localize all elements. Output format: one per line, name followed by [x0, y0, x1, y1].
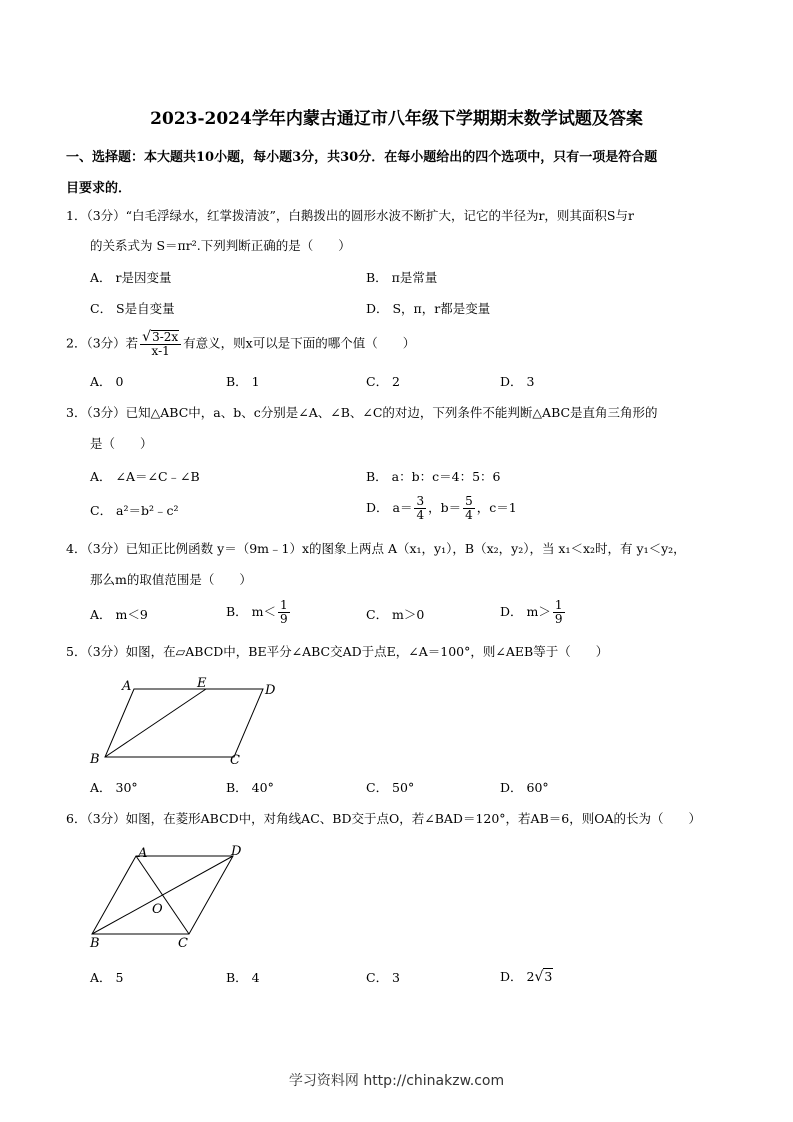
q3-option-d	[366, 495, 517, 522]
q5-parallelogram-abcd	[105, 689, 263, 757]
q4-option-c: C． m＞0	[366, 607, 425, 622]
q2-option-b: B． 1	[226, 374, 260, 389]
q6-label-d: D	[231, 844, 242, 859]
q4-d-fraction	[553, 599, 565, 626]
section-heading-line2: 目要求的．	[66, 181, 132, 196]
page-footer: 学习资料网 http://chinakzw.com	[288, 1073, 505, 1089]
q5-option-c: C． 50°	[366, 780, 415, 795]
q5-label-c: C	[230, 753, 240, 768]
q3-d-suffix: ，c＝1	[476, 500, 517, 515]
q4-d-prefix: D．	[500, 604, 523, 619]
q1-option-a: A． r是因变量	[90, 270, 172, 285]
q3-d-f2-num: 5	[465, 494, 473, 508]
q2-denominator: x-1	[151, 344, 170, 358]
q6-label-c: C	[178, 936, 188, 951]
q4-d-var: m＞	[526, 604, 551, 619]
q6-label-b: B	[90, 936, 100, 951]
q6-option-b: B． 4	[226, 970, 260, 985]
q4-stem-line1: 4．（3分）已知正比例函数 y＝（9m﹣1）x的图象上两点 A（x₁，y₁），B（x₂，y₂），当 x₁＜x₂时，有 y₁＜y₂，	[66, 541, 686, 556]
q3-option-a: A． ∠A＝∠C﹣∠B	[90, 469, 200, 484]
section-heading-line1: 一、选择题：本大题共10小题，每小题3分，共30分．在每小题给出的四个选项中，只有一项是符合题	[66, 150, 658, 165]
q2-stem	[66, 330, 415, 358]
q6-d-coef: 2	[526, 969, 535, 984]
q3-stem-line1: 3．（3分）已知△ABC中，a、b、c分别是∠A、∠B、∠C的对边，下列条件不能判断△ABC是直角三角形的	[66, 405, 658, 420]
q4-b-num: 1	[280, 598, 288, 612]
q3-d-f2-den: 4	[465, 508, 473, 522]
q5-parallelogram-figure	[80, 675, 300, 770]
q4-option-b	[226, 599, 292, 626]
q1-option-b: B． π是常量	[366, 270, 438, 285]
q5-option-b: B． 40°	[226, 780, 274, 795]
q2-stem-suffix: 有意义，则x可以是下面的哪个值（ ）	[183, 335, 416, 351]
q3-d-f1-num: 3	[416, 494, 425, 508]
q4-b-var: m＜	[251, 604, 277, 619]
q3-stem-line2: 是（ ）	[90, 436, 153, 451]
q6-d-radicand: 3	[544, 969, 553, 984]
q3-d-f1-den: 4	[416, 508, 425, 522]
q5-option-a: A． 30°	[90, 780, 138, 795]
q6-label-a: A	[138, 846, 148, 861]
q5-label-a: A	[122, 679, 132, 694]
q2-fraction: $\frac{√3-2x}{x-1}$	[140, 330, 181, 358]
q3-d-fraction-1	[414, 495, 426, 522]
q4-b-den: 9	[280, 612, 288, 626]
q3-d-mid: ，b＝	[428, 500, 462, 515]
q6-option-c: C． 3	[366, 970, 400, 985]
q6-option-a: A． 5	[90, 970, 124, 985]
q5-label-e: E	[197, 676, 207, 691]
q4-b-fraction	[278, 599, 290, 626]
q2-stem-prefix: 2．（3分）若	[66, 335, 139, 351]
q3-d-prefix: D． a＝	[366, 500, 413, 515]
q3-option-b: B． a：b：c＝4：5：6	[366, 469, 501, 484]
q2-option-a: A． 0	[90, 374, 124, 389]
q5-segment-be	[105, 689, 206, 757]
q4-d-num: 1	[554, 598, 563, 612]
q6-d-prefix: D．	[500, 969, 523, 984]
q4-d-den: 9	[554, 612, 563, 626]
q5-option-d: D． 60°	[500, 780, 549, 795]
page-title: 2023-2024学年内蒙古通辽市八年级下学期期末数学试题及答案	[150, 109, 643, 129]
q3-option-c: C． a²＝b²﹣c²	[90, 503, 179, 518]
q5-stem: 5．（3分）如图，在▱ABCD中，BE平分∠ABC交AD于点E，∠A＝100°，则∠AEB等于（ ）	[66, 644, 609, 659]
q4-option-d	[500, 599, 567, 626]
q6-stem: 6．（3分）如图，在菱形ABCD中，对角线AC、BD交于点O，若∠BAD＝120°，若AB＝6，则OA的长为（ ）	[66, 811, 701, 826]
q6-label-o: O	[152, 902, 163, 917]
q1-stem-line2: 的关系式为 S＝πr².下列判断正确的是（ ）	[90, 238, 351, 253]
q1-stem-line1: 1．（3分）“白毛浮绿水，红掌拨清波”，白鹅拨出的圆形水波不断扩大，记它的半径为r，则其面积S与r	[66, 208, 634, 223]
q4-stem-line2: 那么m的取值范围是（ ）	[90, 572, 252, 587]
q5-label-b: B	[90, 752, 100, 767]
q2-numerator: 3-2x	[152, 330, 179, 344]
q4-option-a: A． m＜9	[90, 607, 148, 622]
q1-option-c: C． S是自变量	[90, 301, 175, 316]
q6-diagonal-bd	[92, 856, 233, 934]
q3-d-fraction-2	[463, 495, 475, 522]
q5-label-d: D	[265, 683, 276, 698]
q2-option-c: C． 2	[366, 374, 400, 389]
q4-b-prefix: B．	[226, 604, 248, 619]
q2-option-d: D． 3	[500, 374, 535, 389]
q6-option-d: D． 2√3	[500, 969, 553, 985]
q6-rhombus-figure	[80, 840, 270, 955]
q1-option-d: D． S，π，r都是变量	[366, 301, 491, 316]
